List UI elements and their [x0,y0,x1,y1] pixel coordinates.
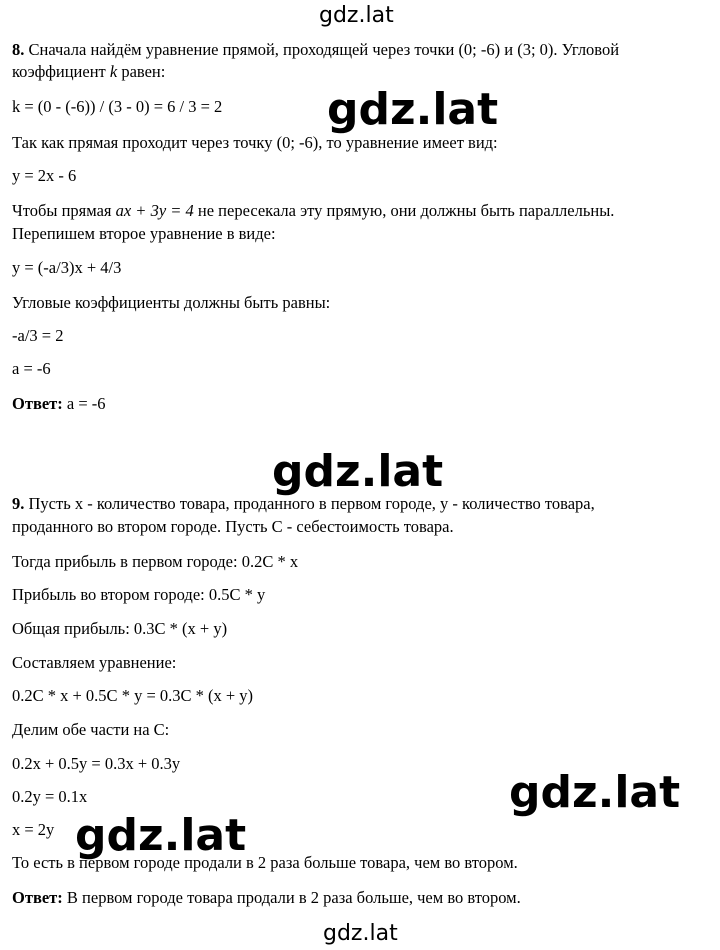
p9-intro-text: Пусть x - количество товара, проданного в первом городе, y - количество товара, [24,494,595,513]
p9-step2: 0.2y = 0.1x [12,787,88,806]
p8-answer [12,394,710,414]
p8-through-point: Так как прямая проходит через точку (0; -6), то уравнение имеет вид: [12,133,498,152]
p8-parallel-line2: Перепишем второе уравнение в виде: [12,224,276,243]
watermark-mid-1: gdz.lat [327,84,499,135]
p9-answer-value: В первом городе товара продали в 2 раза больше, чем во втором. [62,888,521,907]
p8-second-line-eq: ax + 3y = 4 [115,201,194,220]
p9-answer-label: Ответ: [12,888,63,907]
watermark-mid-2: gdz.lat [272,446,444,497]
p9-compose: Составляем уравнение: [12,653,177,672]
watermark-lower-left: gdz.lat [75,810,247,861]
p8-answer-label: Ответ: [12,394,63,413]
p9-divide: Делим обе части на C: [12,720,170,739]
p9-profit2: Прибыль во втором городе: 0.5C * y [12,585,266,604]
p9-step3: x = 2y [12,820,55,839]
watermark-bottom: gdz.lat [323,921,398,946]
p8-line-equation: y = 2x - 6 [12,166,77,185]
p9-profit1: Тогда прибыль в первом городе: 0.2C * x [12,552,299,571]
watermark-right: gdz.lat [509,767,681,818]
p8-eq1: -a/3 = 2 [12,326,64,345]
p8-equal-slopes: Угловые коэффициенты должны быть равны: [12,293,331,312]
p9-answer [12,888,710,908]
p9-equation: 0.2C * x + 0.5C * y = 0.3C * (x + y) [12,686,254,705]
p9-total-profit: Общая прибыль: 0.3C * (x + y) [12,619,228,638]
p8-eq2: a = -6 [12,359,51,378]
p9-step1: 0.2x + 0.5y = 0.3x + 0.3y [12,754,181,773]
p8-intro-b: равен: [117,62,166,81]
p8-parallel-b: не пересекала эту прямую, они должны быть параллельны. [193,201,615,220]
p8-slope-calc: k = (0 - (-6)) / (3 - 0) = 6 / 3 = 2 [12,97,223,116]
p8-answer-value: a = -6 [62,394,106,413]
p9-intro-line2: проданного во втором городе. Пусть C - себестоимость товара. [12,517,454,536]
p8-rewritten-eq: y = (-a/3)x + 4/3 [12,258,122,277]
p8-number: 8. [12,40,25,59]
p9-conclusion: То есть в первом городе продали в 2 раза больше товара, чем во втором. [12,853,518,872]
p9-number: 9. [12,494,25,513]
p8-k-symbol: k [109,62,118,81]
p9-intro-line1 [12,494,710,514]
p8-intro-text: Сначала найдём уравнение прямой, проходящей через точки (0; -6) и (3; 0). Угловой [24,40,620,59]
watermark-top: gdz.lat [319,3,394,28]
p8-intro-line2 [12,62,710,82]
p8-intro-a: коэффициент [12,62,110,81]
p8-parallel-a: Чтобы прямая [12,201,116,220]
p8-intro-line1 [12,40,710,60]
p8-parallel-line1 [12,201,710,221]
